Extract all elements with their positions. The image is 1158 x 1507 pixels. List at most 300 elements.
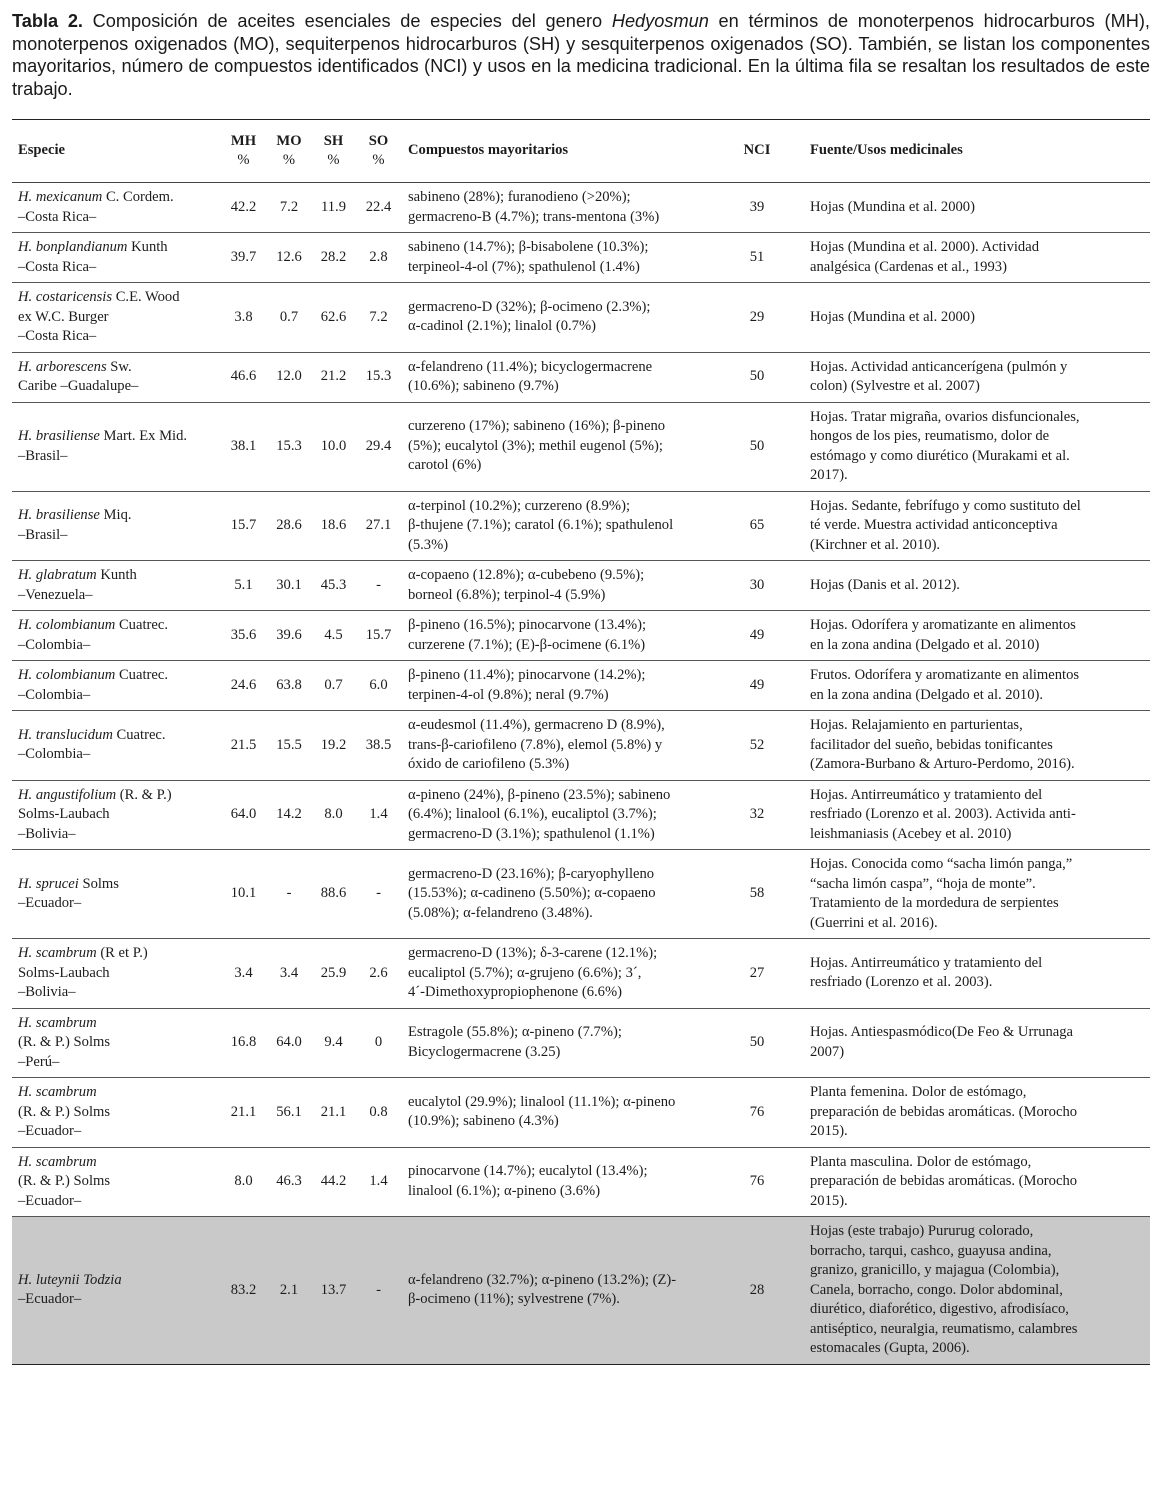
species-detail: –Colombia–: [18, 686, 91, 703]
mh-value: 16.8: [230, 1034, 257, 1050]
compounds-cell: [400, 352, 720, 402]
compounds-cell: [400, 283, 720, 353]
mo-value: 14.2: [276, 806, 302, 822]
sh-value: 13.7: [320, 1281, 347, 1298]
species-detail: (R. & P.) Solms: [18, 1034, 111, 1050]
mo-value: -: [286, 885, 292, 902]
uses-line: Hojas. Odorífera y aromatizante en alimentos: [810, 617, 1076, 633]
species-authority: Cuatrec.: [118, 667, 168, 683]
sh-value: 62.6: [320, 308, 347, 325]
header-so-unit: %: [372, 152, 385, 168]
table-row: [12, 939, 1150, 1009]
uses-line: diurético, diaforético, digestivo, afrodisíaco,: [810, 1301, 1069, 1317]
compound-line: germacreno-D (13%); δ-3-carene (12.1%);: [408, 945, 658, 961]
so-value: 0.8: [369, 1103, 388, 1120]
compound-line: germacreno-D (23.16%); β-caryophylleno: [408, 865, 655, 882]
compound-line: curzereno (17%); sabineno (16%); β-pineno: [408, 418, 666, 435]
species-name: H. scambrum: [18, 945, 97, 961]
species-name: H. brasiliense: [18, 428, 100, 444]
uses-line: Hojas (este trabajo) Pururug colorado,: [810, 1223, 1034, 1239]
table-row: [12, 661, 1150, 711]
sh-value: 9.4: [324, 1034, 343, 1050]
table-row: [12, 1217, 1150, 1365]
header-mo-label: MO: [276, 132, 302, 149]
uses-line: borracho, tarqui, cashco, guayusa andina,: [810, 1242, 1052, 1259]
compound-line: (5%); eucalytol (3%); methil eugenol (5%);: [408, 437, 663, 454]
sh-value: 28.2: [320, 248, 347, 265]
nci-value: 52: [749, 736, 765, 753]
species-detail: ex W.C. Burger: [18, 308, 109, 325]
species-name: H. mexicanum: [18, 189, 103, 205]
compounds-cell: [400, 939, 720, 1009]
species-cell: [12, 1147, 219, 1217]
compound-line: α-terpinol (10.2%); curzereno (8.9%);: [408, 497, 631, 514]
species-name: H. bonplandianum: [18, 239, 128, 255]
uses-line: Hojas. Antiespasmódico(De Feo & Urrunaga: [810, 1024, 1074, 1041]
so-value: -: [376, 885, 381, 902]
compounds-cell: [400, 233, 720, 283]
uses-line: Hojas (Mundina et al. 2000). Actividad: [810, 239, 1039, 255]
compounds-cell: [400, 1078, 720, 1148]
header-sh: [310, 120, 357, 183]
species-name: H. arborescens: [18, 358, 107, 375]
species-cell: [12, 561, 219, 611]
species-authority: Sw.: [110, 358, 132, 375]
so-value: 38.5: [365, 736, 392, 753]
species-detail: –Colombia–: [18, 636, 91, 653]
uses-line: 2007): [810, 1043, 845, 1060]
header-mh-unit: %: [237, 152, 250, 168]
compounds-cell: [400, 611, 720, 661]
nci-value: 76: [749, 1103, 765, 1120]
uses-line: colon) (Sylvestre et al. 2007): [810, 378, 980, 394]
sh-value: 10.0: [320, 437, 347, 454]
mo-value: 7.2: [279, 198, 299, 215]
compound-line: β-pineno (11.4%); pinocarvone (14.2%);: [408, 667, 646, 683]
species-authority: C.E. Wood: [115, 289, 180, 305]
compound-line: β-thujene (7.1%); caratol (6.1%); spathulenol: [408, 517, 674, 533]
species-authority: C. Cordem.: [105, 189, 174, 205]
compounds-cell: [400, 661, 720, 711]
nci-value: 50: [749, 368, 765, 385]
table-header-row: [12, 120, 1150, 183]
species-cell: [12, 711, 219, 781]
compound-line: sabineno (28%); furanodieno (>20%);: [408, 189, 631, 205]
uses-line: Hojas. Relajamiento en parturientas,: [810, 717, 1023, 733]
table-row: [12, 1008, 1150, 1078]
header-mh: [219, 120, 268, 183]
compound-line: terpineol-4-ol (7%); spathulenol (1.4%): [408, 258, 640, 275]
species-name: H. luteynii Todzia: [18, 1271, 122, 1288]
species-cell: [12, 183, 219, 233]
compound-line: curzerene (7.1%); (E)-β-ocimene (6.1%): [408, 636, 646, 653]
caption-label: Tabla 2.: [12, 11, 83, 31]
table-row: [12, 491, 1150, 561]
sh-value: 44.2: [320, 1173, 347, 1189]
species-cell: [12, 491, 219, 561]
compound-line: β-pineno (16.5%); pinocarvone (13.4%);: [408, 617, 647, 633]
compounds-cell: [400, 1008, 720, 1078]
uses-line: Hojas. Actividad anticancerígena (pulmón y: [810, 358, 1068, 375]
mh-value: 42.2: [230, 198, 257, 215]
so-value: 1.4: [369, 1173, 388, 1189]
uses-cell: [794, 611, 1150, 661]
compound-line: óxido de cariofileno (5.3%): [408, 756, 570, 772]
header-nci: NCI: [743, 142, 771, 159]
table-row: [12, 283, 1150, 353]
mh-value: 83.2: [230, 1281, 257, 1298]
species-cell: [12, 1078, 219, 1148]
mh-value: 10.1: [230, 885, 257, 902]
compound-line: terpinen-4-ol (9.8%); neral (9.7%): [408, 686, 609, 703]
so-value: 29.4: [365, 437, 392, 454]
table-body: [12, 183, 1150, 1365]
mh-value: 46.6: [230, 368, 257, 385]
header-mo-unit: %: [282, 152, 296, 168]
uses-line: Hojas. Antirreumático y tratamiento del: [810, 954, 1043, 971]
species-authority: Solms: [82, 875, 119, 892]
species-cell: [12, 939, 219, 1009]
uses-line: facilitador del sueño, bebidas tonificantes: [810, 736, 1053, 753]
compounds-cell: [400, 183, 720, 233]
compound-line: germacreno-D (32%); β-ocimeno (2.3%);: [408, 298, 651, 315]
species-authority: Cuatrec.: [116, 726, 166, 743]
uses-cell: [794, 233, 1150, 283]
species-cell: [12, 1217, 219, 1365]
nci-value: 39: [749, 198, 765, 215]
header-mh-label: MH: [230, 132, 257, 149]
sh-value: 0.7: [324, 676, 343, 693]
so-value: 15.3: [365, 368, 392, 385]
so-value: -: [376, 576, 381, 593]
uses-line: Planta femenina. Dolor de estómago,: [810, 1084, 1027, 1100]
mo-value: 2.1: [279, 1281, 299, 1298]
species-cell: [12, 611, 219, 661]
header-compounds: Compuestos mayoritarios: [408, 142, 569, 159]
uses-line: antiséptico, neuralgia, reumatismo, calambres: [810, 1320, 1078, 1337]
header-sh-label: SH: [323, 132, 344, 149]
species-cell: [12, 352, 219, 402]
species-authority: Kunth: [131, 239, 168, 255]
uses-cell: [794, 1217, 1150, 1365]
table-row: [12, 611, 1150, 661]
so-value: 2.8: [369, 248, 388, 265]
species-detail: –Ecuador–: [18, 1123, 82, 1139]
mh-value: 15.7: [230, 517, 257, 533]
uses-line: “sacha limón caspa”, “hoja de monte”.: [810, 875, 1036, 892]
species-detail: –Ecuador–: [18, 1291, 82, 1308]
uses-line: Hojas. Tratar migraña, ovarios disfuncionales,: [810, 408, 1080, 425]
uses-line: 2015).: [810, 1123, 848, 1139]
compound-line: linalool (6.1%); α-pineno (3.6%): [408, 1182, 601, 1199]
mo-value: 46.3: [276, 1173, 302, 1189]
species-name: H. glabratum: [18, 567, 97, 583]
so-value: 27.1: [365, 517, 392, 533]
species-detail: Solms-Laubach: [18, 806, 110, 822]
uses-line: té verde. Muestra actividad anticonceptiva: [810, 517, 1058, 533]
compounds-cell: [400, 850, 720, 939]
header-mo: [268, 120, 310, 183]
uses-line: 2017).: [810, 467, 848, 483]
species-authority: Kunth: [100, 567, 137, 583]
uses-line: (Zamora-Burbano & Arturo-Perdomo, 2016).: [810, 756, 1075, 772]
species-authority: (R et P.): [100, 945, 148, 961]
nci-value: 51: [749, 248, 765, 265]
header-sh-unit: %: [327, 152, 340, 168]
so-value: 22.4: [365, 198, 392, 215]
compounds-cell: [400, 1147, 720, 1217]
compound-line: α-eudesmol (11.4%), germacreno D (8.9%),: [408, 717, 665, 733]
uses-line: hongos de los pies, reumatismo, dolor de: [810, 428, 1050, 444]
table-row: [12, 1147, 1150, 1217]
species-detail: –Brasil–: [18, 447, 68, 464]
compound-line: α-felandreno (32.7%); α-pineno (13.2%); (Z)-: [408, 1271, 677, 1288]
compounds-cell: [400, 1217, 720, 1365]
nci-value: 50: [749, 437, 765, 454]
uses-line: (Guerrini et al. 2016).: [810, 914, 938, 931]
species-authority: Miq.: [103, 507, 132, 524]
uses-cell: [794, 850, 1150, 939]
mo-value: 15.5: [276, 736, 302, 753]
uses-line: Planta masculina. Dolor de estómago,: [810, 1153, 1032, 1170]
compound-line: β-ocimeno (11%); sylvestrene (7%).: [408, 1291, 620, 1308]
uses-cell: [794, 1008, 1150, 1078]
mh-value: 3.4: [234, 964, 253, 981]
compound-line: (15.53%); α-cadineno (5.50%); α-copaeno: [408, 885, 656, 902]
species-name: H. scambrum: [18, 1153, 97, 1170]
compound-line: carotol (6%): [408, 457, 482, 474]
table-row: [12, 850, 1150, 939]
compounds-cell: [400, 561, 720, 611]
so-value: 7.2: [369, 308, 388, 325]
mo-value: 56.1: [276, 1103, 302, 1120]
species-cell: [12, 661, 219, 711]
compounds-cell: [400, 491, 720, 561]
header-so: [357, 120, 400, 183]
mh-value: 8.0: [234, 1173, 253, 1189]
compound-line: sabineno (14.7%); β-bisabolene (10.3%);: [408, 239, 649, 255]
table-caption: [12, 10, 1150, 123]
uses-line: en la zona andina (Delgado et al. 2010).: [810, 686, 1044, 703]
sh-value: 11.9: [321, 198, 346, 215]
mo-value: 12.0: [276, 368, 302, 385]
table-row: [12, 780, 1150, 850]
nci-value: 76: [749, 1173, 765, 1189]
mh-value: 39.7: [230, 248, 257, 265]
uses-line: preparación de bebidas aromáticas. (Morocho: [810, 1103, 1078, 1120]
mo-value: 0.7: [279, 308, 299, 325]
uses-cell: [794, 283, 1150, 353]
table-row: [12, 561, 1150, 611]
nci-value: 30: [749, 576, 765, 593]
nci-value: 49: [749, 676, 765, 693]
table-row: [12, 233, 1150, 283]
mo-value: 63.8: [276, 676, 302, 693]
uses-line: Canela, borracho, congo. Dolor abdominal,: [810, 1281, 1063, 1298]
species-detail: –Colombia–: [18, 746, 91, 763]
caption-text-before: Composición de aceites esenciales de especies del genero: [92, 11, 603, 31]
uses-line: estómago y como diurético (Murakami et al.: [810, 447, 1070, 464]
compound-line: germacreno-D (3.1%); spathulenol (1.1%): [408, 825, 655, 842]
compounds-cell: [400, 780, 720, 850]
sh-value: 21.1: [320, 1103, 347, 1120]
uses-line: Hojas (Danis et al. 2012).: [810, 576, 960, 593]
uses-cell: [794, 1078, 1150, 1148]
compound-line: pinocarvone (14.7%); eucalytol (13.4%);: [408, 1163, 648, 1180]
uses-cell: [794, 561, 1150, 611]
mh-value: 21.1: [230, 1103, 257, 1120]
species-cell: [12, 780, 219, 850]
compound-line: Bicyclogermacrene (3.25): [408, 1043, 561, 1060]
uses-cell: [794, 661, 1150, 711]
uses-line: granizo, granicillo, y majagua (Colombia),: [810, 1262, 1060, 1278]
uses-line: Frutos. Odorífera y aromatizante en alimentos: [810, 667, 1080, 683]
compound-line: (10.6%); sabineno (9.7%): [408, 378, 559, 394]
compounds-cell: [400, 711, 720, 781]
species-name: H. scambrum: [18, 1014, 97, 1031]
compound-line: α-cadinol (2.1%); linalol (0.7%): [408, 318, 596, 335]
species-cell: [12, 402, 219, 491]
species-detail: –Venezuela–: [18, 586, 93, 603]
so-value: 15.7: [365, 626, 392, 643]
compound-line: (5.08%); α-felandreno (3.48%).: [408, 904, 593, 921]
nci-value: 49: [749, 626, 765, 643]
header-species: Especie: [18, 142, 66, 159]
species-cell: [12, 850, 219, 939]
nci-value: 65: [749, 517, 765, 533]
sh-value: 4.5: [324, 626, 343, 643]
sh-value: 88.6: [320, 885, 347, 902]
uses-cell: [794, 402, 1150, 491]
so-value: 6.0: [369, 676, 388, 693]
uses-line: Tratamiento de la mordedura de serpientes: [810, 895, 1059, 911]
mh-value: 5.1: [234, 576, 253, 593]
species-name: H. colombianum: [18, 667, 116, 683]
compound-line: trans-β-cariofileno (7.8%), elemol (5.8%) y: [408, 736, 663, 753]
uses-line: resfriado (Lorenzo et al. 2003). Activida anti-: [810, 806, 1076, 822]
mh-value: 21.5: [230, 736, 257, 753]
uses-cell: [794, 711, 1150, 781]
compound-line: α-felandreno (11.4%); bicyclogermacrene: [408, 358, 653, 375]
compound-line: eucalytol (29.9%); linalool (11.1%); α-pineno: [408, 1093, 676, 1110]
compound-line: 4´-Dimethoxypropiophenone (6.6%): [408, 984, 622, 1000]
nci-value: 58: [749, 885, 765, 902]
species-detail: –Bolivia–: [18, 984, 76, 1000]
caption-genus: Hedyosmun: [611, 11, 709, 31]
so-value: 1.4: [369, 806, 388, 822]
uses-line: Hojas. Conocida como “sacha limón panga,”: [810, 856, 1073, 872]
mo-value: 3.4: [279, 964, 299, 981]
table-row: [12, 711, 1150, 781]
uses-line: preparación de bebidas aromáticas. (Morocho: [810, 1173, 1078, 1189]
header-uses: Fuente/Usos medicinales: [810, 142, 963, 159]
sh-value: 45.3: [320, 576, 347, 593]
compound-line: α-pineno (24%), β-pineno (23.5%); sabineno: [408, 786, 671, 803]
nci-value: 28: [749, 1281, 765, 1298]
mo-value: 28.6: [276, 517, 302, 533]
sh-value: 19.2: [320, 736, 347, 753]
species-name: H. angustifolium: [18, 786, 117, 803]
species-detail: –Ecuador–: [18, 1192, 82, 1209]
table-row: [12, 402, 1150, 491]
species-name: H. colombianum: [18, 617, 116, 633]
uses-line: Hojas (Mundina et al. 2000): [810, 308, 975, 325]
species-authority: Cuatrec.: [118, 617, 168, 633]
uses-line: (Kirchner et al. 2010).: [810, 536, 941, 553]
compound-line: (10.9%); sabineno (4.3%): [408, 1113, 559, 1130]
compound-line: Estragole (55.8%); α-pineno (7.7%);: [408, 1024, 622, 1041]
uses-cell: [794, 183, 1150, 233]
species-detail: (R. & P.) Solms: [18, 1103, 111, 1120]
species-name: H. translucidum: [18, 726, 113, 743]
species-detail: –Ecuador–: [18, 895, 82, 911]
uses-cell: [794, 491, 1150, 561]
species-name: H. costaricensis: [18, 289, 113, 305]
table-row: [12, 1078, 1150, 1148]
sh-value: 21.2: [320, 368, 347, 385]
nci-value: 29: [749, 308, 765, 325]
uses-cell: [794, 780, 1150, 850]
uses-line: Hojas (Mundina et al. 2000): [810, 198, 975, 215]
uses-cell: [794, 352, 1150, 402]
nci-value: 27: [749, 964, 765, 981]
mh-value: 3.8: [234, 308, 253, 325]
mh-value: 38.1: [230, 437, 257, 454]
uses-line: Hojas. Sedante, febrífugo y como sustituto del: [810, 497, 1081, 514]
mo-value: 12.6: [276, 248, 302, 265]
compound-line: germacreno-B (4.7%); trans-mentona (3%): [408, 208, 660, 225]
sh-value: 18.6: [320, 517, 347, 533]
table-row: [12, 183, 1150, 233]
species-name: H. scambrum: [18, 1084, 97, 1100]
compound-line: borneol (6.8%); terpinol-4 (5.9%): [408, 586, 606, 603]
so-value: 0: [374, 1034, 383, 1050]
uses-line: analgésica (Cardenas et al., 1993): [810, 258, 1007, 275]
sh-value: 25.9: [320, 964, 347, 981]
caption-text-after: en términos de monoterpenos hidrocarburos (MH), monoterpenos oxigenados (MO), sequiterpenos hidrocarburos (SH) y sesquiterpenos oxigenados (SO). También, se listan los componentes mayoritarios, número de compuestos identificados (NCI) y usos en la medicina tradicional. En la última fila se resaltan los resultados de este trabajo.: [12, 11, 1150, 99]
so-value: -: [376, 1281, 381, 1298]
table-row: [12, 352, 1150, 402]
compound-line: (5.3%): [408, 536, 449, 553]
compound-line: (6.4%); linalool (6.1%), eucaliptol (3.7%);: [408, 806, 657, 822]
sh-value: 8.0: [324, 806, 343, 822]
species-cell: [12, 283, 219, 353]
species-detail: (R. & P.) Solms: [18, 1173, 111, 1189]
species-detail: –Costa Rica–: [18, 208, 97, 225]
species-cell: [12, 1008, 219, 1078]
compound-line: α-copaeno (12.8%); α-cubebeno (9.5%);: [408, 567, 645, 583]
species-detail: –Costa Rica–: [18, 328, 97, 344]
uses-cell: [794, 939, 1150, 1009]
species-detail: –Brasil–: [18, 526, 68, 543]
mo-value: 64.0: [276, 1034, 302, 1050]
uses-line: estomacales (Gupta, 2006).: [810, 1340, 970, 1356]
species-authority: Mart. Ex Mid.: [103, 428, 188, 444]
species-cell: [12, 233, 219, 283]
uses-cell: [794, 1147, 1150, 1217]
mo-value: 15.3: [276, 437, 302, 454]
header-so-label: SO: [368, 132, 389, 149]
mh-value: 24.6: [230, 676, 257, 693]
essential-oil-table: [12, 119, 1150, 1365]
compounds-cell: [400, 402, 720, 491]
species-name: H. brasiliense: [18, 507, 100, 524]
nci-value: 50: [749, 1034, 765, 1050]
species-detail: –Costa Rica–: [18, 258, 97, 275]
nci-value: 32: [749, 806, 765, 822]
species-detail: –Bolivia–: [18, 825, 76, 842]
species-name: H. sprucei: [18, 875, 79, 892]
